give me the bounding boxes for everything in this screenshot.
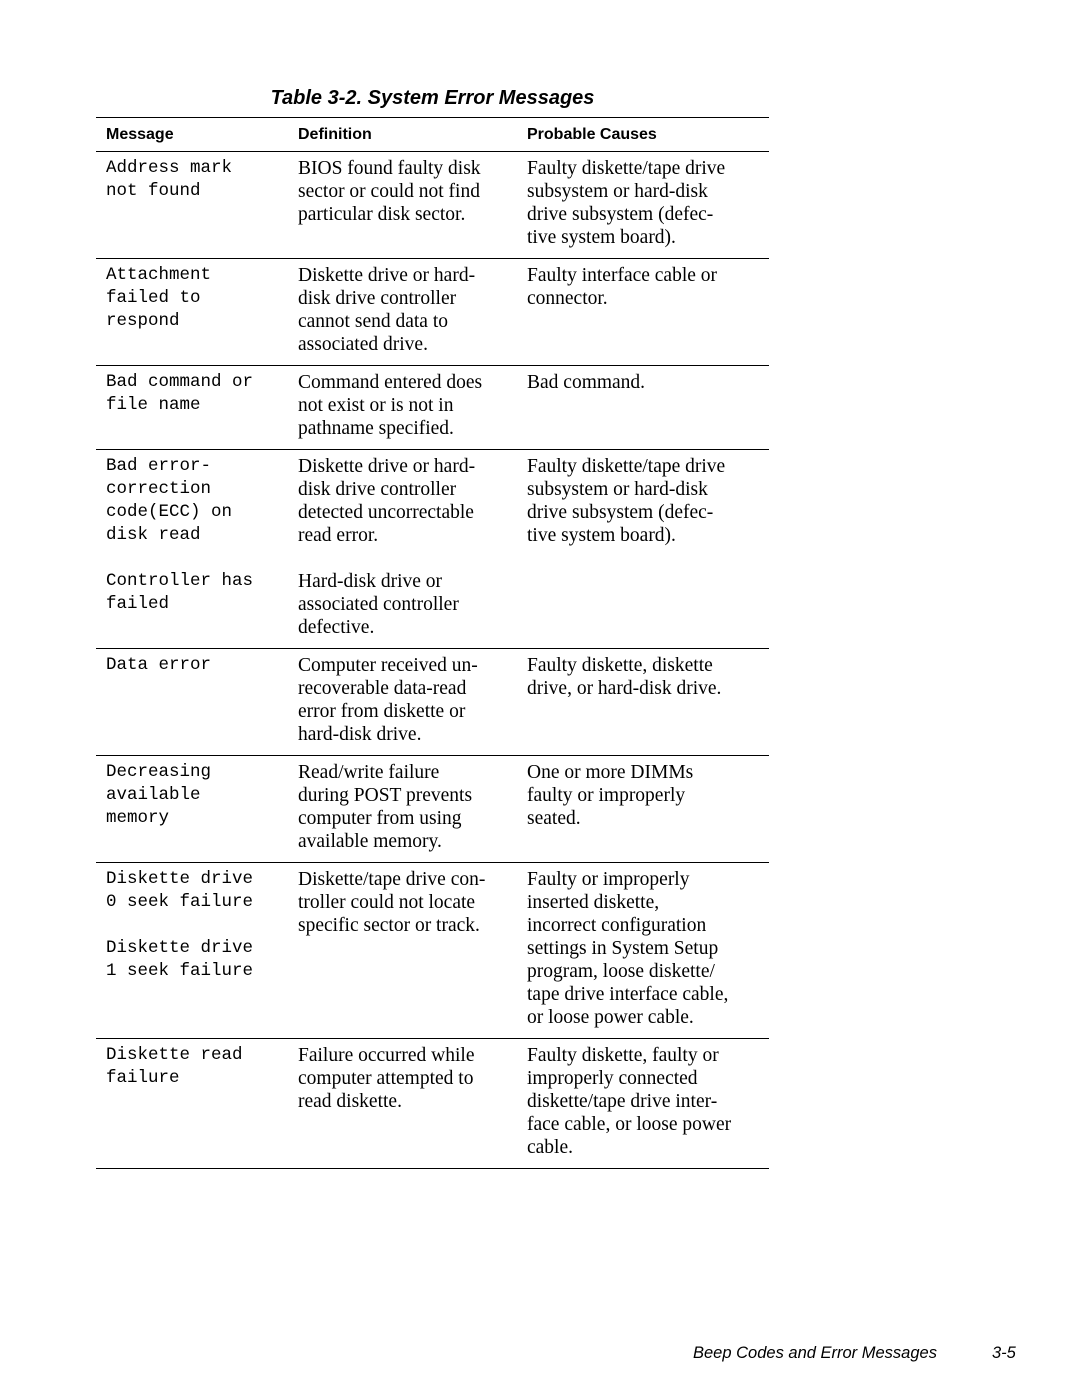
causes-cell: One or more DIMMs faulty or improperly seated. bbox=[527, 762, 694, 829]
definition-cell: Read/write failure during POST prevents computer from using available memory. bbox=[298, 762, 473, 852]
error-messages-table bbox=[96, 117, 769, 1169]
table-bottom-rule bbox=[96, 1168, 769, 1169]
message-cell: Controller has failed bbox=[106, 571, 254, 614]
table-row bbox=[96, 450, 769, 648]
table-row bbox=[96, 756, 769, 862]
footer-section-title: Beep Codes and Error Messages bbox=[693, 1344, 937, 1362]
table-row bbox=[96, 259, 769, 365]
message-cell: Bad error- correction code(ECC) on disk read bbox=[106, 456, 233, 545]
causes-cell: Faulty or improperly inserted diskette, incorrect configuration settings in System Setup program, loose diskette/ tape drive interface cable, or loose power cable. bbox=[527, 869, 729, 1028]
causes-cell: Faulty diskette, faulty or improperly connected diskette/tape drive inter- face cable, or loose power cable. bbox=[527, 1045, 732, 1158]
causes-cell: Faulty diskette/tape drive subsystem or hard-disk drive subsystem (defec- tive system board). bbox=[527, 158, 726, 248]
header-definition: Definition bbox=[298, 125, 372, 143]
table-header-row bbox=[96, 118, 769, 151]
message-cell: Diskette drive 0 seek failure bbox=[106, 869, 254, 912]
table-caption: Table 3-2. System Error Messages bbox=[270, 87, 595, 109]
table-row bbox=[96, 649, 769, 755]
message-cell: Address mark not found bbox=[106, 158, 233, 201]
definition-cell: Hard-disk drive or associated controller defective. bbox=[298, 571, 459, 638]
causes-cell: Faulty diskette/tape drive subsystem or hard-disk drive subsystem (defec- tive system board). bbox=[527, 456, 726, 546]
definition-cell: Computer received un- recoverable data-read error from diskette or hard-disk drive. bbox=[298, 655, 478, 745]
causes-cell: Bad command. bbox=[527, 372, 646, 393]
table-row bbox=[96, 1039, 769, 1168]
message-cell: Data error bbox=[106, 655, 212, 675]
definition-cell: BIOS found faulty disk sector or could not find particular disk sector. bbox=[298, 158, 481, 225]
definition-cell: Failure occurred while computer attempted to read diskette. bbox=[298, 1045, 475, 1112]
message-cell: Diskette read failure bbox=[106, 1045, 243, 1088]
table-row bbox=[96, 863, 769, 1038]
definition-cell: Diskette/tape drive con- troller could not locate specific sector or track. bbox=[298, 869, 486, 936]
definition-cell: Diskette drive or hard- disk drive controller cannot send data to associated drive. bbox=[298, 265, 476, 355]
table-row bbox=[96, 152, 769, 258]
definition-cell: Diskette drive or hard- disk drive controller detected uncorrectable read error. bbox=[298, 456, 476, 546]
message-cell: Attachment failed to respond bbox=[106, 265, 212, 331]
header-message: Message bbox=[106, 125, 174, 143]
definition-cell: Command entered does not exist or is not in pathname specified. bbox=[298, 372, 483, 439]
table-row bbox=[96, 366, 769, 449]
causes-cell: Faulty diskette, diskette drive, or hard-disk drive. bbox=[527, 655, 722, 699]
page-number: 3-5 bbox=[992, 1344, 1016, 1362]
message-cell: Bad command or file name bbox=[106, 372, 254, 415]
header-probable-causes: Probable Causes bbox=[527, 125, 657, 143]
causes-cell: Faulty interface cable or connector. bbox=[527, 265, 718, 309]
message-cell: Diskette drive 1 seek failure bbox=[106, 938, 254, 981]
message-cell: Decreasing available memory bbox=[106, 762, 212, 828]
